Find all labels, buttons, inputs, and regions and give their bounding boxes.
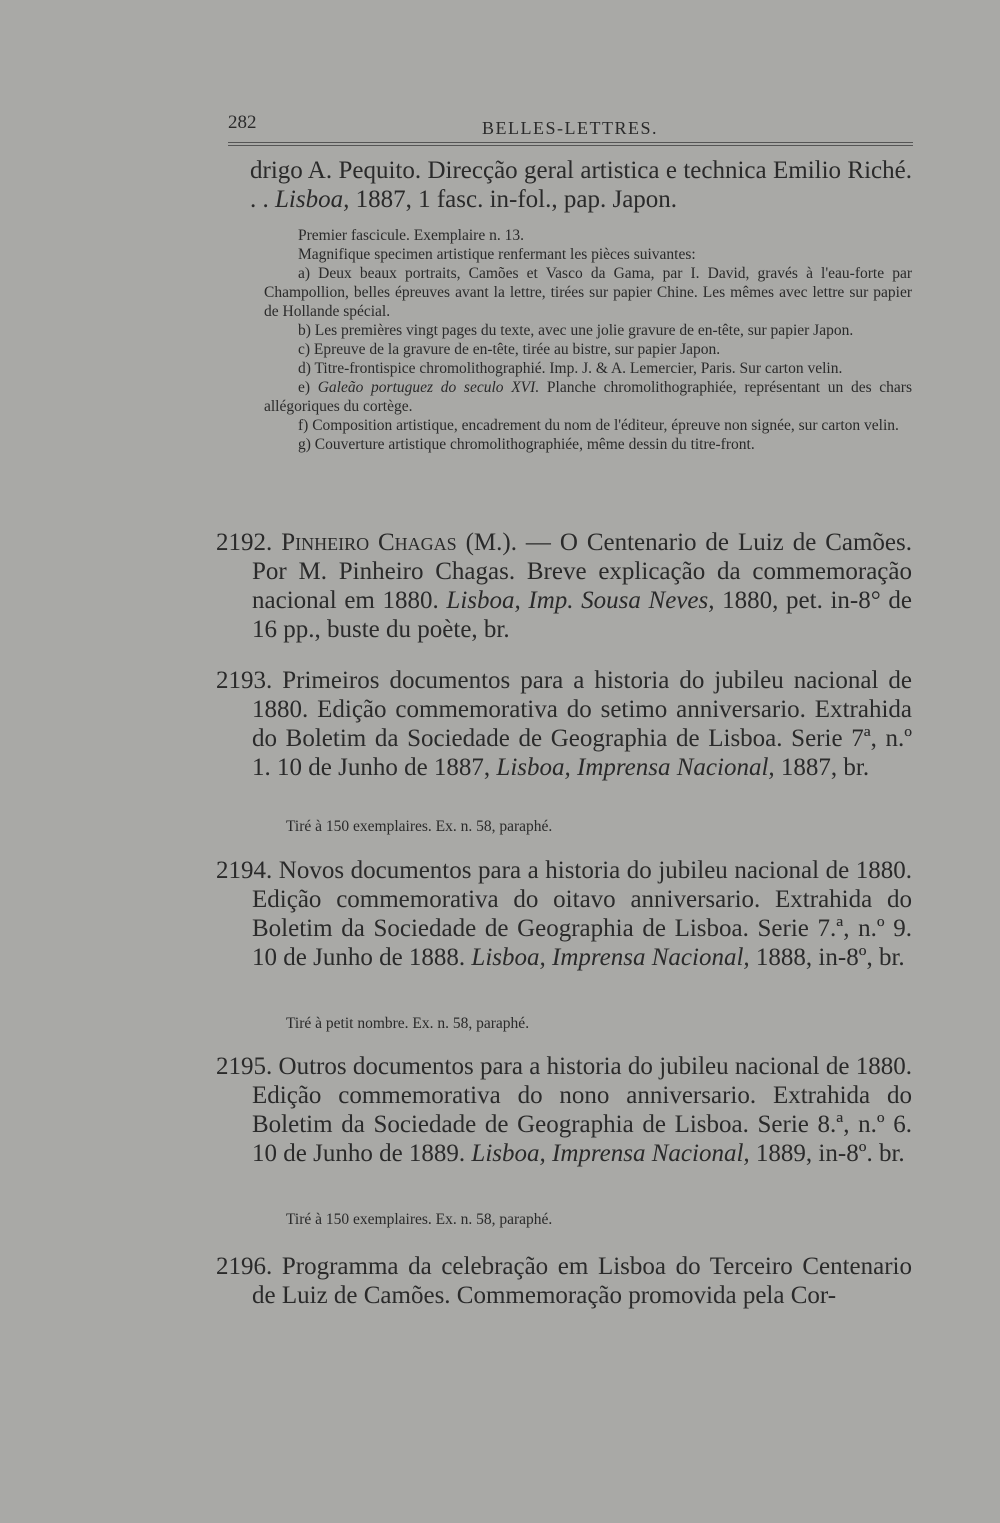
entry-2193-note: Tiré à 150 exemplaires. Ex. n. 58, paraphé. (286, 818, 553, 835)
entry-2194-note: Tiré à petit nombre. Ex. n. 58, paraphé. (286, 1015, 530, 1032)
entry-number: 2193. (216, 667, 273, 694)
note-line: b) Les premières vingt pages du texte, avec une jolie gravure de en-tête, sur papier Japon. (298, 322, 854, 339)
page-number: 282 (228, 112, 257, 133)
header-rule (228, 142, 913, 143)
note-line: f) Composition artistique, encadrement du nom de l'éditeur, épreuve non signée, sur carton velin. (298, 417, 899, 434)
entry-2193: 2193. Primeiros documentos para a historia do jubileu nacional de 1880. Edição commemorativa do setimo anniversario. Extrahida do Boletim da Sociedade de Geographia de Lisboa. Serie 7ª, n.º 1. 10 de Junho de 1887, Lisboa, Imprensa Nacional, 1887, br. (216, 667, 912, 781)
entry-2195-note: Tiré à 150 exemplaires. Ex. n. 58, paraphé. (286, 1211, 553, 1228)
note-line-e: e) Galeão portuguez do seculo XVI. Planche chromolithographiée, représentant un des chars allégoriques du cortège. (264, 379, 913, 415)
entry-number: 2192. (216, 529, 273, 556)
entry-notes (264, 226, 912, 454)
entry-2194: 2194. Novos documentos para a historia do jubileu nacional de 1880. Edição commemorativa do oitavo anniversario. Extrahida do Boletim da Sociedade de Geographia de Lisboa. Serie 7.ª, n.º 9. 10 de Junho de 1888. Lisboa, Imprensa Nacional, 1888, in-8º, br. (216, 857, 912, 971)
note-line: a) Deux beaux portraits, Camões et Vasco da Gama, par I. David, gravés à l'eau-forte par Champollion, belles épreuves avant la lettre, tirées sur papier Chine. Les mêmes avec lettre sur papier de Hollande spécial. (264, 265, 912, 320)
entry-continuation: drigo A. Pequito. Direcção geral artistica e technica Emilio Riché. . . Lisboa, 1887, 1 fasc. in-fol., pap. Japon. (250, 157, 912, 213)
entry-number: 2196. (216, 1253, 273, 1280)
page-header (228, 112, 913, 146)
running-title: BELLES-LETTRES. (482, 118, 658, 138)
entry-number: 2194. (216, 857, 273, 884)
note-line: Premier fascicule. Exemplaire n. 13. (298, 227, 524, 244)
header-rule-thin (228, 145, 913, 146)
entry-author: Pinheiro Chagas (M.). (281, 529, 517, 556)
entry-2196: 2196. Programma da celebração em Lisboa do Terceiro Centenario de Luiz de Camões. Commemoração promovida pela Cor- (216, 1253, 912, 1309)
entry-2192: 2192. Pinheiro Chagas (M.). — O Centenario de Luiz de Camões. Por M. Pinheiro Chagas. Breve explicação da commemoração nacional em 1880. Lisboa, Imp. Sousa Neves, 1880, pet. in-8° de 16 pp., buste du poète, br. (216, 529, 913, 643)
entry-number: 2195. (216, 1053, 273, 1080)
note-line: g) Couverture artistique chromolithographiée, même dessin du titre-front. (298, 436, 755, 453)
note-line: d) Titre-frontispice chromolithographié. Imp. J. & A. Lemercier, Paris. Sur carton velin. (298, 360, 843, 377)
entry-2195: 2195. Outros documentos para a historia do jubileu nacional de 1880. Edição commemorativa do nono anniversario. Extrahida do Boletim da Sociedade de Geographia de Lisboa. Serie 8.ª, n.º 6. 10 de Junho de 1889. Lisboa, Imprensa Nacional, 1889, in-8º. br. (216, 1053, 912, 1167)
note-line: c) Epreuve de la gravure de en-tête, tirée au bistre, sur papier Japon. (298, 341, 721, 358)
note-line: Magnifique specimen artistique renfermant les pièces suivantes: (298, 246, 696, 263)
